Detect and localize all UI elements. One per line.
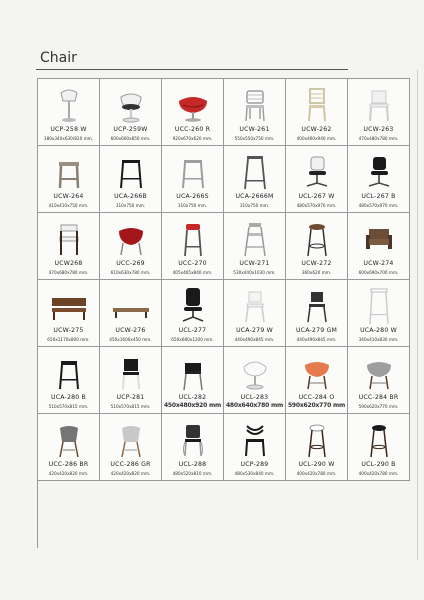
product-code: UCW-264 bbox=[53, 193, 84, 200]
product-dimensions: 480x520x810 mm. bbox=[172, 471, 213, 476]
product-code: UCA-279 W bbox=[236, 327, 273, 334]
tulip-chair-white-icon bbox=[106, 83, 155, 125]
product-code: UCL-282 bbox=[178, 394, 207, 401]
product-code: UCW-276 bbox=[115, 327, 146, 334]
product-grid bbox=[37, 78, 410, 548]
product-code: UCC-260 R bbox=[174, 126, 211, 133]
product-dimensions: 610x630x780 mm. bbox=[110, 270, 151, 275]
eames-chair-grey-icon bbox=[44, 418, 93, 460]
product-cell bbox=[100, 146, 162, 213]
product-dimensions: 590x620x770 mm. bbox=[358, 404, 399, 409]
product-dimensions: 310x750 mm. bbox=[115, 203, 146, 208]
product-dimensions: 400x420x780 mm. bbox=[358, 471, 399, 476]
product-cell bbox=[38, 280, 100, 347]
metal-stool-tall-icon bbox=[230, 150, 279, 192]
product-cell bbox=[162, 146, 224, 213]
product-dimensions: 440x490x845 mm. bbox=[234, 337, 275, 342]
product-cell bbox=[348, 347, 410, 414]
product-dimensions: 400x420x780 mm. bbox=[296, 471, 337, 476]
product-cell bbox=[100, 347, 162, 414]
office-chair-white-icon bbox=[292, 150, 341, 192]
product-dimensions: 480x570x970 mm. bbox=[296, 203, 337, 208]
product-dimensions: 450x480x920 mm bbox=[163, 402, 222, 409]
product-code: UCW-261 bbox=[239, 126, 270, 133]
product-cell bbox=[286, 79, 348, 146]
title-underline bbox=[36, 69, 348, 70]
product-code: UCA-2666M bbox=[235, 193, 274, 200]
product-cell bbox=[100, 280, 162, 347]
product-code: UCA-266B bbox=[114, 193, 147, 200]
office-chair-black-icon bbox=[354, 150, 403, 192]
eames-armchair-orange-icon bbox=[292, 351, 341, 393]
product-cell bbox=[224, 213, 286, 280]
product-code: UCP-289 bbox=[240, 461, 269, 468]
product-code: UCP-258 W bbox=[50, 126, 87, 133]
armchair-wood-icon bbox=[354, 217, 403, 259]
product-dimensions: 480x530x840 mm. bbox=[234, 471, 275, 476]
product-cell bbox=[286, 347, 348, 414]
product-code: UCW-275 bbox=[53, 327, 84, 334]
aluminium-chair-icon bbox=[230, 83, 279, 125]
product-code: UCL-290 B bbox=[361, 461, 396, 468]
product-dimensions: 480x640x780 mm bbox=[225, 402, 284, 409]
counter-stool-icon bbox=[168, 351, 217, 393]
product-cell bbox=[224, 414, 286, 481]
product-code: UCA-266S bbox=[176, 193, 209, 200]
product-dimensions: 420x420x820 mm. bbox=[48, 471, 89, 476]
product-cell bbox=[38, 146, 100, 213]
product-code: UCA-280 W bbox=[360, 327, 397, 334]
product-dimensions: 650x1170x800 mm. bbox=[47, 337, 90, 342]
wood-chair-natural-icon bbox=[292, 83, 341, 125]
bar-stool-red-icon bbox=[168, 217, 217, 259]
product-code: UCA-279 GM bbox=[295, 327, 338, 334]
product-dimensions: 440x490x845 mm. bbox=[296, 337, 337, 342]
swivel-chair-white-icon bbox=[230, 351, 279, 393]
product-cell bbox=[224, 280, 286, 347]
bar-stool-white-seat-icon bbox=[292, 418, 341, 460]
bench-flat-icon bbox=[106, 284, 155, 326]
product-code: UCW-262 bbox=[301, 126, 332, 133]
product-code: UCW-274 bbox=[363, 260, 394, 267]
product-cell bbox=[348, 146, 410, 213]
chair-white-icon bbox=[354, 83, 403, 125]
mesh-chair-black-icon bbox=[168, 418, 217, 460]
product-dimensions: 405x465x840 mm. bbox=[172, 270, 213, 275]
page-edge bbox=[417, 70, 418, 560]
product-cell bbox=[38, 79, 100, 146]
product-dimensions: 530x440x1030 mm. bbox=[233, 270, 276, 275]
lounge-chair-red-icon bbox=[168, 83, 217, 125]
round-bar-stool-icon bbox=[292, 217, 341, 259]
product-dimensions: 510x570x815 mm. bbox=[110, 404, 151, 409]
eames-chair-light-grey-icon bbox=[106, 418, 155, 460]
product-cell bbox=[38, 347, 100, 414]
product-dimensions: 310x750 mm. bbox=[177, 203, 208, 208]
product-dimensions: 920x670x620 mm. bbox=[172, 136, 213, 141]
folding-bar-stool-icon bbox=[230, 217, 279, 259]
product-dimensions: 470x480x780 mm. bbox=[358, 136, 399, 141]
product-code: UCW268 bbox=[54, 260, 83, 267]
executive-chair-black-icon bbox=[168, 284, 217, 326]
product-code: UCP-281 bbox=[116, 394, 145, 401]
metal-stool-silver-icon bbox=[168, 150, 217, 192]
page-title: Chair bbox=[40, 50, 77, 66]
wood-stool-grey-icon bbox=[44, 150, 93, 192]
product-dimensions: 600x690x700 mm. bbox=[358, 270, 399, 275]
product-code: UCL-288 bbox=[178, 461, 207, 468]
product-code: UCW-263 bbox=[363, 126, 394, 133]
product-dimensions: 470x680x780 mm. bbox=[48, 270, 89, 275]
product-cell bbox=[224, 347, 286, 414]
masters-chair-black-icon bbox=[230, 418, 279, 460]
product-dimensions: 340x410x830 mm. bbox=[358, 337, 399, 342]
product-cell bbox=[286, 414, 348, 481]
product-dimensions: 380x340x630/820 mm. bbox=[43, 136, 94, 141]
product-code: UCC-284 O bbox=[298, 394, 335, 401]
product-cell bbox=[224, 79, 286, 146]
metal-chair-white-icon bbox=[230, 284, 279, 326]
product-cell bbox=[162, 347, 224, 414]
product-code: UCL-267 B bbox=[361, 193, 396, 200]
product-code: UCC-269 bbox=[116, 260, 145, 267]
product-cell bbox=[224, 146, 286, 213]
product-cell bbox=[100, 414, 162, 481]
product-cell bbox=[162, 213, 224, 280]
tub-chair-red-icon bbox=[106, 217, 155, 259]
eames-armchair-grey-icon bbox=[354, 351, 403, 393]
product-cell bbox=[38, 414, 100, 481]
product-dimensions: 600x600x850 mm. bbox=[110, 136, 151, 141]
product-cell bbox=[286, 280, 348, 347]
product-code: UCC-286 BR bbox=[48, 461, 89, 468]
product-cell bbox=[162, 79, 224, 146]
product-code: UCL-267 W bbox=[298, 193, 335, 200]
product-cell bbox=[348, 213, 410, 280]
product-code: UCP-259W bbox=[113, 126, 148, 133]
product-code: UCA-280 B bbox=[50, 394, 86, 401]
product-cell bbox=[100, 213, 162, 280]
product-dimensions: 410x410x750 mm. bbox=[48, 203, 89, 208]
product-dimensions: 450x1600x450 mm. bbox=[109, 337, 152, 342]
product-dimensions: 480x570x970 mm. bbox=[358, 203, 399, 208]
product-dimensions: 550x550x750 mm. bbox=[234, 136, 275, 141]
product-code: UCL-277 bbox=[178, 327, 207, 334]
product-dimensions: 420x420x820 mm. bbox=[110, 471, 151, 476]
product-cell bbox=[348, 280, 410, 347]
product-cell bbox=[286, 146, 348, 213]
product-code: UCL-283 bbox=[240, 394, 269, 401]
product-dimensions: 510x570x815 mm. bbox=[48, 404, 89, 409]
product-dimensions: 590x620x770 mm bbox=[287, 402, 346, 409]
product-code: UCC-284 BR bbox=[358, 394, 399, 401]
metal-stool-black-icon bbox=[106, 150, 155, 192]
bar-stool-tall-white-icon bbox=[354, 284, 403, 326]
product-dimensions: 360x620 mm. bbox=[301, 270, 332, 275]
product-cell bbox=[348, 414, 410, 481]
product-cell bbox=[286, 213, 348, 280]
product-code: UCW-271 bbox=[239, 260, 270, 267]
product-cell bbox=[348, 79, 410, 146]
product-code: UCC-270 bbox=[178, 260, 207, 267]
product-code: UCW-272 bbox=[301, 260, 332, 267]
product-code: UCL-290 W bbox=[298, 461, 335, 468]
bar-stool-white-icon bbox=[44, 83, 93, 125]
product-dimensions: 310x750 mm. bbox=[239, 203, 270, 208]
product-dimensions: 650x680x1200 mm. bbox=[171, 337, 214, 342]
product-cell bbox=[162, 280, 224, 347]
metal-chair-gunmetal-icon bbox=[292, 284, 341, 326]
product-dimensions: 400x460x940 mm. bbox=[296, 136, 337, 141]
wood-chair-white-seat-icon bbox=[44, 217, 93, 259]
product-cell bbox=[162, 414, 224, 481]
chair-black-white-icon bbox=[106, 351, 155, 393]
product-code: UCC-286 GR bbox=[110, 461, 151, 468]
bar-stool-black-seat-icon bbox=[354, 418, 403, 460]
product-cell bbox=[100, 79, 162, 146]
product-cell bbox=[38, 213, 100, 280]
bench-backrest-icon bbox=[44, 284, 93, 326]
stool-black-icon bbox=[44, 351, 93, 393]
